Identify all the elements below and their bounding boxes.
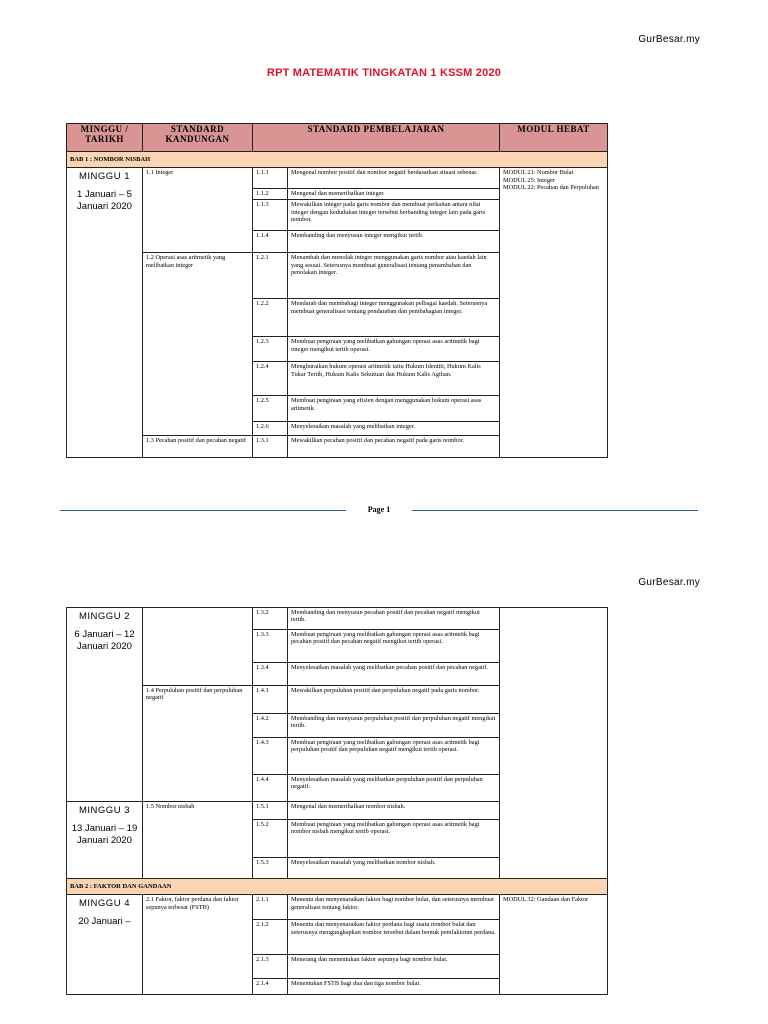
page-footer <box>60 505 698 515</box>
sk-cell: 1.4 Perpuluhan positif dan perpuluhan negatif <box>143 686 253 802</box>
sp-code: 1.3.3 <box>253 630 288 663</box>
table-row <box>67 168 608 189</box>
sp-text: Menerang dan menentukan faktor sepunya bagi nombor bulat. <box>288 955 500 979</box>
week-date: 1 Januari – 5 Januari 2020 <box>77 189 132 213</box>
document-title: RPT MATEMATIK TINGKATAN 1 KSSM 2020 <box>266 67 502 79</box>
week-label: MINGGU 2 <box>79 611 130 622</box>
week-date: 20 Januari – <box>78 916 131 928</box>
sp-code: 1.4.4 <box>253 775 288 802</box>
rpt-table-page-2 <box>66 607 608 995</box>
week-label: MINGGU 4 <box>79 898 130 910</box>
table-row <box>67 608 608 630</box>
sp-text: Membuat pengiraan yang melibatkan gabungan operasi asas aritmetik bagi perpuluhan positif dan perpuluhan negatif mengikut tertib operasi. <box>288 738 500 775</box>
sp-code: 2.1.4 <box>253 979 288 995</box>
rpt-table-page-1 <box>66 123 608 458</box>
week-cell <box>67 895 143 995</box>
sp-code: 1.5.3 <box>253 858 288 879</box>
sp-text: Mendarab dan membahagi integer menggunakan pelbagai kaedah. Seterusnya membuat generalisasi tentang pendaraban dan pembahagian integer. <box>288 299 500 337</box>
sp-text: Menyelesaikan masalah yang melibatkan pecahan positif dan pecahan negatif. <box>288 663 500 686</box>
sp-code: 1.5.2 <box>253 820 288 858</box>
sp-code: 1.4.3 <box>253 738 288 775</box>
sp-code: 1.2.5 <box>253 396 288 422</box>
sp-code: 1.4.2 <box>253 714 288 738</box>
week-cell <box>67 608 143 802</box>
sp-text: Mewakilkan perpuluhan positif dan perpuluhan negatif pada garis nombor. <box>288 686 500 714</box>
sp-text: Membanding dan menyusun pecahan positif dan pecahan negatif mengikut tertib. <box>288 608 500 630</box>
week-date: 13 Januari – 19 Januari 2020 <box>71 823 138 846</box>
sp-text: Membuat pengiraan yang melibatkan gabungan operasi asas aritmetik bagi nombor nisbah mengikut tertib operasi. <box>288 820 500 858</box>
sp-text: Menentukan FSTB bagi dua dan tiga nombor bulat. <box>288 979 500 995</box>
sk-cell: 1.3 Pecahan positif dan pecahan negatif <box>143 436 253 458</box>
sp-text: Menambah dan menolak integer menggunakan garis nombor atau kaedah lain yang sesuai. Seterusnya membuat generalisasi tentang penambahan dan penolakan integer. <box>288 253 500 299</box>
sp-text: Menentu dan menyenaraikan faktor bagi nombor bulat, dan seterusnya membuat generalisasi tentang faktor. <box>288 895 500 920</box>
sp-code: 1.2.2 <box>253 299 288 337</box>
header-modul-hebat: MODUL HEBAT <box>500 124 608 152</box>
sp-code: 1.1.4 <box>253 231 288 253</box>
week-label: MINGGU 3 <box>79 805 130 816</box>
header-minggu: MINGGU / TARIKH <box>67 124 143 152</box>
sk-cell: 2.1 Faktor, faktor perdana dan faktor sepunya terbesar (FSTB) <box>143 895 253 995</box>
sp-code: 1.1.2 <box>253 189 288 200</box>
sp-code: 1.3.2 <box>253 608 288 630</box>
site-label: GurBesar.my <box>638 577 700 588</box>
header-standard-pembelajaran: STANDARD PEMBELAJARAN <box>253 124 500 152</box>
sp-code: 2.1.2 <box>253 920 288 955</box>
modul-cell <box>500 168 608 458</box>
sp-text: Mewakilkan integer pada garis nombor dan membuat perkaitan antara nilai integer dengan kedudukan integer tersebut berbanding integer lain pada garis nombor. <box>288 200 500 231</box>
sp-text: Membuat pengiraan yang efisien dengan menggunakan hukum operasi asas aritmetik. <box>288 396 500 422</box>
sp-text: Mengenal nombor positif dan nombor negatif berdasarkan situasi sebenar. <box>288 168 500 189</box>
sp-code: 1.2.4 <box>253 362 288 396</box>
sp-code: 1.1.1 <box>253 168 288 189</box>
chapter-title: BAB 1 : NOMBOR NISBAH <box>67 152 608 168</box>
modul-item: MODUL 25: Integer <box>503 176 555 184</box>
sk-cell: 1.2 Operasi asas aritmetik yang melibatkan integer <box>143 253 253 436</box>
sp-code: 2.1.3 <box>253 955 288 979</box>
sp-code: 1.2.6 <box>253 422 288 436</box>
sp-code: 1.2.1 <box>253 253 288 299</box>
sp-text: Menyelesaikan masalah yang melibatkan integer. <box>288 422 500 436</box>
site-label: GurBesar.my <box>638 34 700 45</box>
modul-item: MODUL 22: Pecahan dan Perpuluhan <box>503 184 599 192</box>
sp-text: Membanding dan menyusun perpuluhan positif dan perpuluhan negatif mengikut tertib. <box>288 714 500 738</box>
sp-text: Mengenal dan memerihalkan integer. <box>288 189 500 200</box>
table-header-row <box>67 124 608 152</box>
sp-code: 2.1.1 <box>253 895 288 920</box>
chapter-title: BAB 2 : FAKTOR DAN GANDAAN <box>67 879 608 895</box>
sp-code: 1.3.4 <box>253 663 288 686</box>
week-cell <box>67 802 143 879</box>
chapter-row <box>67 152 608 168</box>
sp-text: Menyelesaikan masalah yang melibatkan perpuluhan positif dan perpuluhan negatif. <box>288 775 500 802</box>
sp-text: Membanding dan menyusun integer mengikut tertib. <box>288 231 500 253</box>
footer-rule-right <box>412 510 698 511</box>
sp-code: 1.3.1 <box>253 436 288 458</box>
sp-text: Menghuraikan hukum operasi aritmetik iaitu Hukum Identiti, Hukum Kalis Tukar Tertib, Hukum Kalis Sekutuan dan Hukum Kalis Agihan. <box>288 362 500 396</box>
modul-item: MODUL 21: Nombor Bulat <box>503 169 574 177</box>
sp-text: Mewakilkan pecahan positif dan pecahan negatif pada garis nombor. <box>288 436 500 458</box>
sp-text: Menentu dan menyenaraikan faktor perdana bagi suatu nombor bulat dan seterusnya mengungkapkan nombor tersebut dalam bentuk pemfaktoran perdana. <box>288 920 500 955</box>
modul-cell <box>500 608 608 879</box>
sp-code: 1.2.3 <box>253 337 288 362</box>
sp-text: Mengenal dan memerihalkan nombor nisbah. <box>288 802 500 820</box>
sp-text: Membuat pengiraan yang melibatkan gabungan operasi asas aritmetik bagi pecahan positif dan pecahan negatif mengikut tertib operasi. <box>288 630 500 663</box>
week-label: MINGGU 1 <box>79 171 130 183</box>
table-row <box>67 895 608 920</box>
week-cell <box>67 168 143 458</box>
sk-cell: 1.5 Nombor nisbah <box>143 802 253 879</box>
page-number: Page 1 <box>367 505 391 514</box>
sp-text: Membuat pengiraan yang melibatkan gabungan operasi asas aritmetik bagi integer mengikut tertib operasi. <box>288 337 500 362</box>
chapter-row <box>67 879 608 895</box>
sp-code: 1.1.3 <box>253 200 288 231</box>
sk-cell: 1.1 Integer <box>143 168 253 253</box>
sp-text: Menyelesaikan masalah yang melibatkan nombor nisbah. <box>288 858 500 879</box>
sk-cell <box>143 608 253 686</box>
week-date: 6 Januari – 12 Januari 2020 <box>74 629 135 652</box>
sp-code: 1.5.1 <box>253 802 288 820</box>
sp-code: 1.4.1 <box>253 686 288 714</box>
header-standard-kandungan: STANDARD KANDUNGAN <box>143 124 253 152</box>
modul-cell: MODUL 32: Gandaan dan Faktor <box>500 895 608 995</box>
